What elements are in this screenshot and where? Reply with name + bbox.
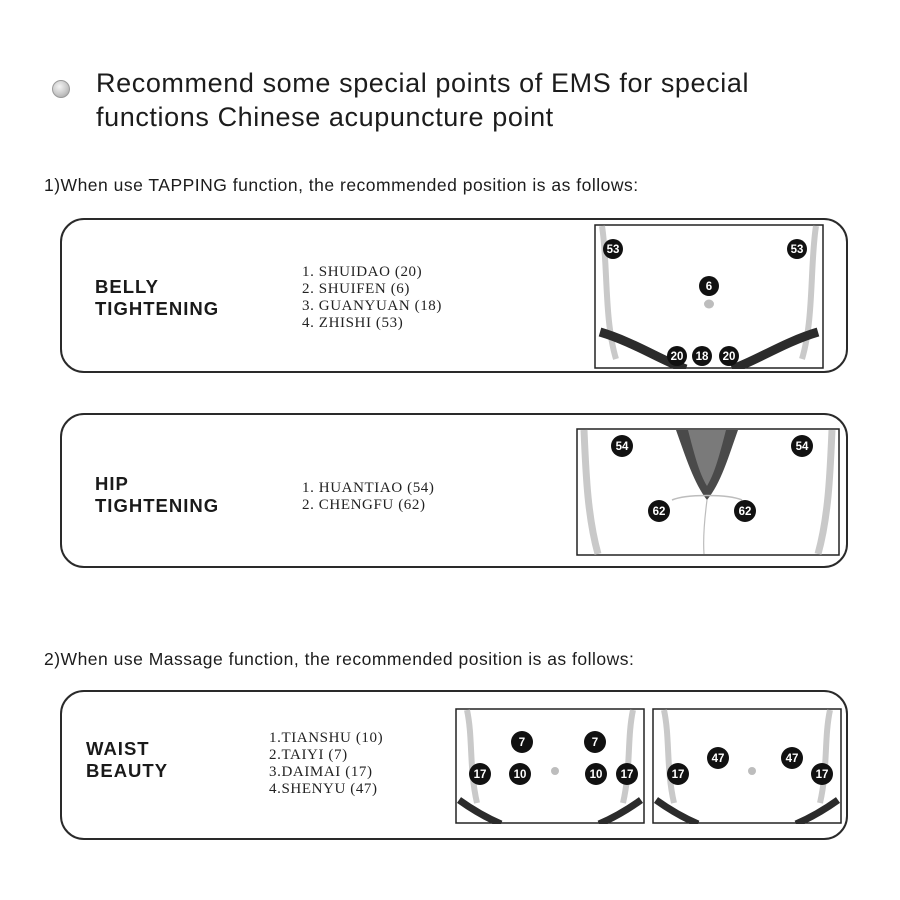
marker-daimai-back-left: [667, 763, 689, 785]
svg-text:7: 7: [591, 737, 599, 749]
list-item: 2. CHENGFU (62): [302, 497, 426, 513]
belly-diagram: [594, 224, 824, 369]
svg-text:54: 54: [795, 441, 809, 453]
marker-daimai-right: [616, 763, 638, 785]
svg-text:17: 17: [620, 769, 634, 781]
marker-taiyi-right: [584, 731, 606, 753]
marker-taiyi-left: [511, 731, 533, 753]
svg-text:7: 7: [518, 737, 526, 749]
marker-chengfu-right: [734, 500, 756, 522]
marker-shenyu-left: [707, 747, 729, 769]
marker-chengfu-left: [648, 500, 670, 522]
hip-tightening-panel: [60, 413, 848, 568]
svg-text:47: 47: [711, 753, 725, 765]
marker-guanyuan: [692, 346, 712, 366]
svg-text:53: 53: [606, 244, 620, 256]
waist-back-diagram: [652, 708, 842, 824]
list-item: 3.DAIMAI (17): [269, 764, 373, 780]
svg-text:17: 17: [671, 769, 685, 781]
marker-shuidao-right: [719, 346, 739, 366]
svg-text:62: 62: [652, 506, 666, 518]
marker-shuifen: [699, 276, 719, 296]
svg-text:20: 20: [722, 351, 736, 363]
marker-daimai-back-right: [811, 763, 833, 785]
list-item: 2. SHUIFEN (6): [302, 281, 410, 297]
svg-text:10: 10: [589, 769, 603, 781]
belly-tightening-panel: [60, 218, 848, 373]
marker-zhishi-right: [787, 239, 807, 259]
svg-text:62: 62: [738, 506, 752, 518]
waist-front-diagram: [455, 708, 645, 824]
hip-tightening-title: HIP TIGHTENING: [95, 473, 220, 516]
list-item: 1.TIANSHU (10): [269, 730, 384, 746]
list-item: 4. ZHISHI (53): [302, 315, 404, 331]
list-item: 3. GUANYUAN (18): [302, 298, 443, 314]
list-item: 4.SHENYU (47): [269, 781, 378, 797]
section-massage-title: 2)When use Massage function, the recommended position is as follows:: [44, 649, 635, 669]
marker-tianshu-right: [585, 763, 607, 785]
heading-bullet-icon: [52, 80, 70, 98]
marker-huantiao-left: [611, 435, 633, 457]
waist-beauty-title: WAIST BEAUTY: [86, 738, 169, 781]
svg-text:10: 10: [513, 769, 527, 781]
list-item: 2.TAIYI (7): [269, 747, 348, 763]
svg-text:6: 6: [705, 281, 713, 293]
list-item: 1. HUANTIAO (54): [302, 480, 435, 496]
hip-diagram: [576, 428, 840, 556]
marker-huantiao-right: [791, 435, 813, 457]
svg-text:20: 20: [670, 351, 684, 363]
heading-line-1: Recommend some special points of EMS for special: [96, 68, 750, 98]
svg-text:47: 47: [785, 753, 799, 765]
section-tapping-title: 1)When use TAPPING function, the recommended position is as follows:: [44, 175, 639, 195]
svg-text:17: 17: [473, 769, 487, 781]
waist-beauty-panel: [60, 690, 848, 840]
heading-line-2: functions Chinese acupuncture point: [96, 102, 554, 132]
page-heading: [96, 66, 856, 134]
waist-point-list: [269, 730, 383, 798]
marker-shuidao-left: [667, 346, 687, 366]
marker-daimai-left: [469, 763, 491, 785]
belly-tightening-title: BELLY TIGHTENING: [95, 276, 220, 319]
hip-point-list: [302, 480, 435, 514]
list-item: 1. SHUIDAO (20): [302, 264, 423, 280]
marker-zhishi-left: [603, 239, 623, 259]
svg-text:18: 18: [695, 351, 709, 363]
svg-text:17: 17: [815, 769, 829, 781]
marker-tianshu-left: [509, 763, 531, 785]
svg-text:53: 53: [790, 244, 804, 256]
svg-text:54: 54: [615, 441, 629, 453]
belly-point-list: [302, 264, 442, 332]
marker-shenyu-right: [781, 747, 803, 769]
